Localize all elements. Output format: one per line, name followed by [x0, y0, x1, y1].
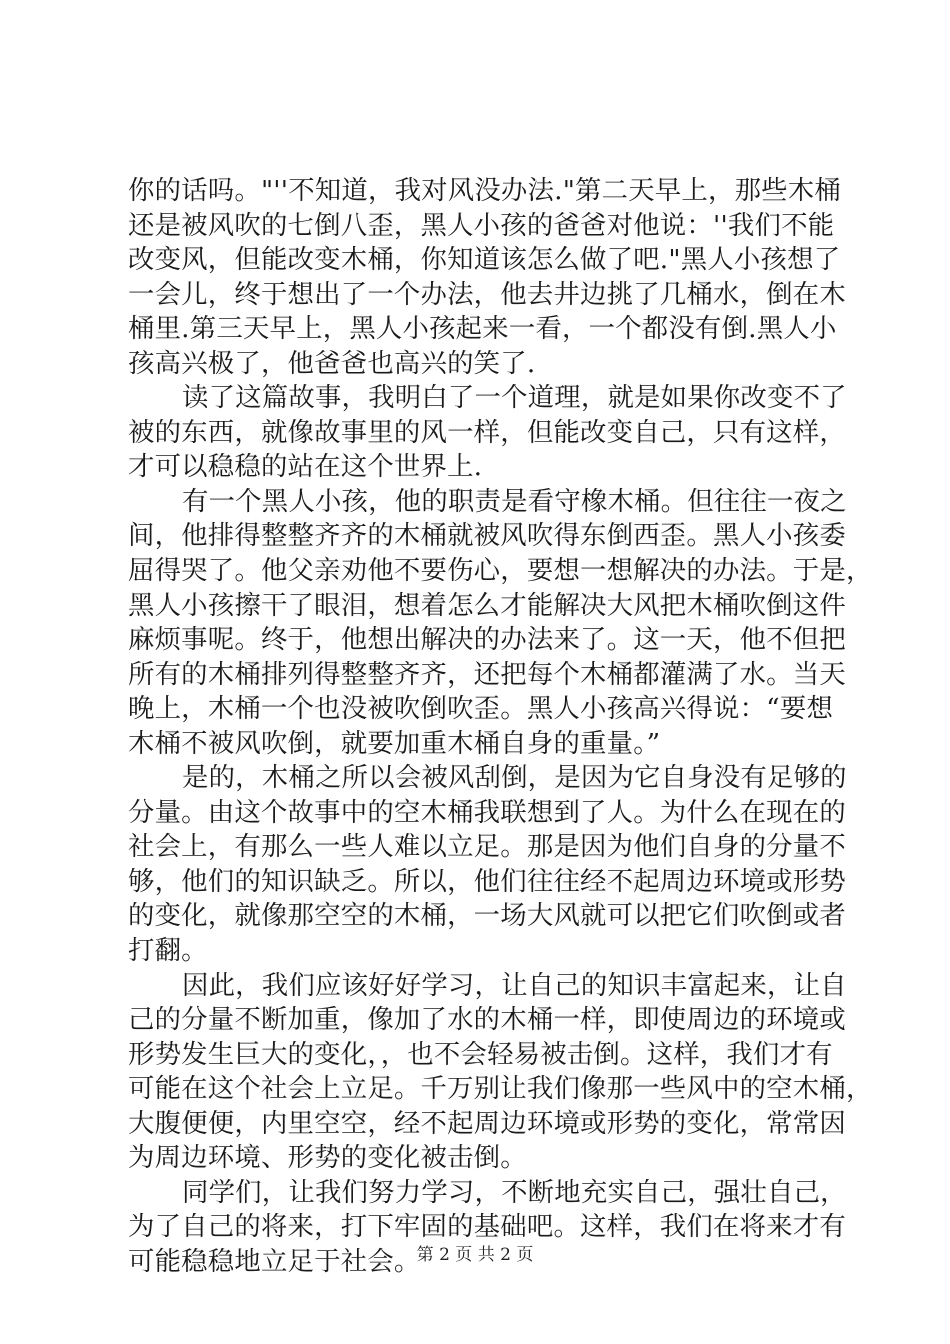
text-line: 社会上，有那么一些人难以立足。那是因为他们自身的分量不 — [128, 831, 846, 863]
text-line: 你的话吗。"''不知道，我对风没办法."第二天早上，那些木桶 — [128, 175, 841, 206]
text-line: 晚上，木桶一个也没被吹倒吹歪。黑人小孩高兴得说：“要想 — [128, 693, 834, 725]
text-line: 的变化，就像那空空的木桶，一场大风就可以把它们吹倒或者 — [128, 900, 846, 932]
page-number-label: 第 2 页 共 2 页 — [416, 1245, 534, 1265]
text-line: 桶里.第三天早上，黑人小孩起来一看，一个都没有倒.黑人小 — [128, 313, 837, 345]
text-line: 己的分量不断加重，像加了水的木桶一样，即使周边的环境或 — [128, 1004, 846, 1036]
text-line: 可能稳稳地立足于社会。 — [128, 1245, 421, 1277]
text-line: 被的东西，就像故事里的风一样，但能改变自己，只有这样， — [128, 416, 846, 448]
text-line: 还是被风吹的七倒八歪，黑人小孩的爸爸对他说：''我们不能 — [128, 209, 835, 241]
text-line: 够，他们的知识缺乏。所以，他们往往经不起周边环境或形势 — [128, 865, 846, 897]
text-line: 间，他排得整整齐齐的木桶就被风吹得东倒西歪。黑人小孩委 — [128, 520, 846, 552]
text-line: 孩高兴极了，他爸爸也高兴的笑了. — [128, 347, 536, 379]
text-line: 一会儿，终于想出了一个办法，他去井边挑了几桶水，倒在木 — [128, 278, 846, 310]
paragraph-first-line: 同学们，让我们努力学习，不断地充实自己，强壮自己， — [182, 1176, 847, 1208]
text-line: 分量。由这个故事中的空木桶我联想到了人。为什么在现在的 — [128, 796, 846, 828]
paragraph-first-line: 是的，木桶之所以会被风刮倒，是因为它自身没有足够的 — [182, 762, 847, 794]
text-line: 所有的木桶排列得整整齐齐，还把每个木桶都灌满了水。当天 — [128, 658, 846, 690]
document-body — [128, 174, 873, 1280]
text-line: 打翻。 — [128, 935, 208, 967]
text-line: 可能在这个社会上立足。千万别让我们像那一些风中的空木桶， — [128, 1073, 873, 1105]
text-line: 屈得哭了。他父亲劝他不要伤心，要想一想解决的办法。于是， — [128, 555, 873, 587]
text-line: 黑人小孩擦干了眼泪，想着怎么才能解决大风把木桶吹倒这件 — [128, 589, 846, 621]
text-line: 形势发生巨大的变化，，也不会轻易被击倒。这样，我们才有 — [128, 1038, 833, 1070]
paragraph-first-line: 因此，我们应该好好学习，让自己的知识丰富起来，让自 — [182, 969, 847, 1001]
paragraph-first-line: 有一个黑人小孩，他的职责是看守橡木桶。但往往一夜之 — [182, 485, 847, 517]
text-line: 为周边环境、形势的变化被击倒。 — [128, 1142, 527, 1174]
text-line: 大腹便便，内里空空，经不起周边环境或形势的变化，常常因 — [128, 1107, 846, 1139]
text-line: 为了自己的将来，打下牢固的基础吧。这样，我们在将来才有 — [128, 1211, 846, 1243]
text-line: 改变风，但能改变木桶，你知道该怎么做了吧."黑人小孩想了 — [128, 244, 841, 276]
paragraph-first-line: 读了这篇故事，我明白了一个道理，就是如果你改变不了 — [182, 382, 847, 414]
text-line: 麻烦事呢。终于，他想出解决的办法来了。这一天，他不但把 — [128, 624, 846, 656]
text-line: 木桶不被风吹倒，就要加重木桶自身的重量。” — [128, 727, 661, 759]
page-footer — [0, 1244, 950, 1266]
text-line: 才可以稳稳的站在这个世界上. — [128, 451, 483, 483]
